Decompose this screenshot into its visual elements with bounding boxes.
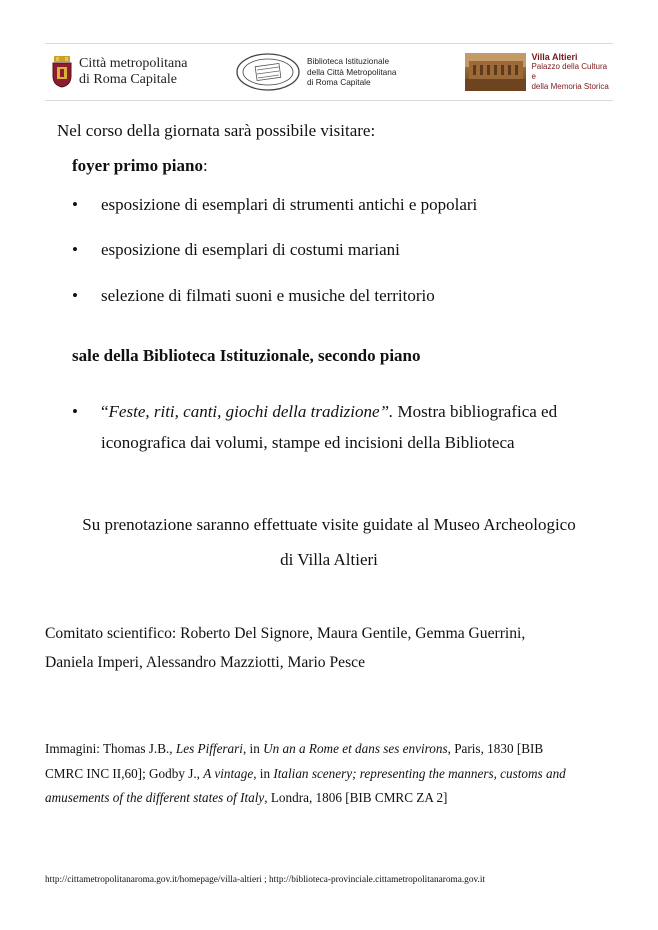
citta-metropolitana-logo [51,44,187,100]
credits-title: Italian scenery; representing the manners, customs and [273,766,566,781]
letterhead [45,43,613,101]
villa-painting-image [465,53,526,91]
credits-line3 [45,789,447,807]
biblioteca-logo [235,44,396,100]
credits-text: , Paris, 1830 [BIB [447,741,544,756]
logo2-line3: di Roma Capitale [307,77,371,88]
exhibition-title: Feste, riti, canti, giochi della tradizione”. [108,402,394,421]
credits-text: CMRC INC II,60]; Godby J., [45,766,204,781]
logo1-line1: Città metropolitana [79,56,188,71]
committee-line2: Daniela Imperi, Alessandro Mazziotti, Mario Pesce [45,654,366,671]
credits-title: Un an a Rome et dans ses environs [263,741,448,756]
footer-links[interactable]: http://cittametropolitanaroma.gov.it/homepage/villa-altieri ; http://biblioteca-provinciale.cittametropolitanaroma.gov.it [45,875,486,885]
credits-line2 [45,765,566,783]
bullet-icon: • [72,402,78,421]
section1-heading-colon: : [202,156,208,175]
list-item: esposizione di esemplari di costumi mariani [101,240,400,259]
open-quote: “ [101,402,109,421]
logo2-line2: della Città Metropolitana [307,66,397,77]
logo1-line2: di Roma Capitale [79,72,177,87]
credits-text: Immagini: Thomas J.B., [45,741,176,756]
bullet-icon: • [72,195,78,214]
logo3-line1: Palazzo della Cultura e [531,62,608,81]
credits-text: , Londra, 1806 [BIB CMRC ZA 2] [264,790,448,805]
library-seal-icon [235,52,301,92]
visits-line1: Su prenotazione saranno effettuate visite guidate al Museo Archeologico [82,515,576,534]
exhibition-item-line2: iconografica dai volumi, stampe ed incisioni della Biblioteca [101,433,515,452]
logo3-line2: della Memoria Storica [531,82,609,91]
list-item: esposizione di esemplari di strumenti antichi e popolari [101,195,478,214]
logo2-line1: Biblioteca Istituzionale [307,56,390,67]
committee-line1: Comitato scientifico: Roberto Del Signore, Maura Gentile, Gemma Guerrini, [45,625,526,642]
credits-text: , in [253,766,274,781]
bullet-icon: • [72,286,78,305]
exhibition-item-line1 [101,402,557,422]
credits-line1 [45,740,543,758]
logo3-title: Villa Altieri [531,52,578,62]
credits-title: A vintage [203,766,254,781]
bullet-icon: • [72,240,78,259]
villa-altieri-logo [465,44,613,100]
exhibition-desc: Mostra bibliografica ed [393,402,558,421]
credits-title: Les Pifferari [175,741,243,756]
section1-heading [72,156,208,176]
visits-line2: di Villa Altieri [280,550,378,569]
credits-title: amusements of the different states of Italy [45,790,265,805]
section2-heading: sale della Biblioteca Istituzionale, secondo piano [72,346,421,365]
section1-heading-text: foyer primo piano [72,156,203,175]
intro-text: Nel corso della giornata sarà possibile visitare: [57,121,376,140]
coat-of-arms-icon [51,56,73,88]
credits-text: , in [242,741,264,756]
list-item: selezione di filmati suoni e musiche del territorio [101,286,435,305]
